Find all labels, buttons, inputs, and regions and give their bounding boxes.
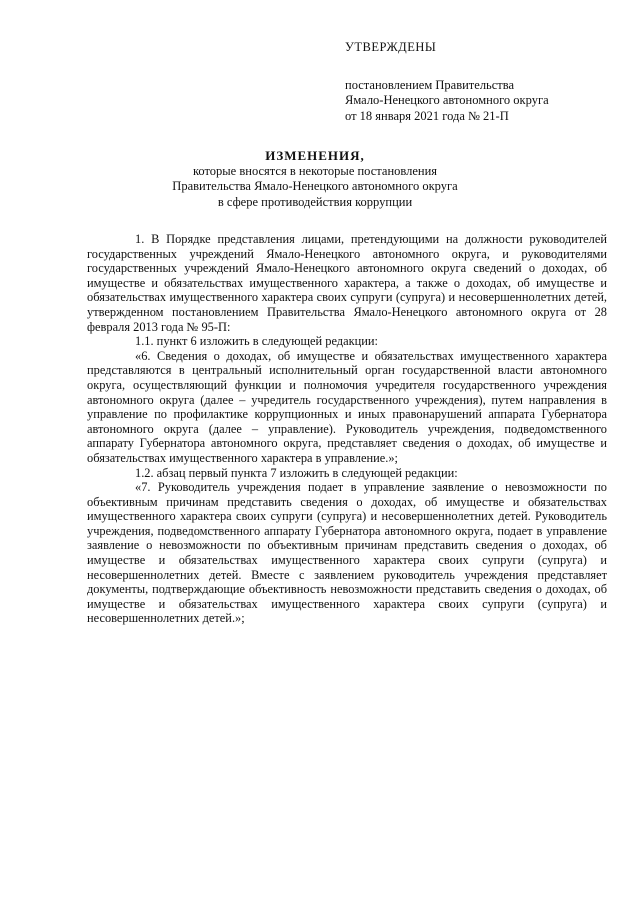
- document-subtitle-line-2: Правительства Ямало-Ненецкого автономного округа: [172, 179, 458, 193]
- document-body: [87, 232, 607, 626]
- document-heading: ИЗМЕНЕНИЯ,: [265, 148, 365, 163]
- paragraph-1: 1. В Порядке представления лицами, претендующими на должности руководителей государственных учреждений Ямало-Ненецкого автономного округа, и руководителями государственных учреждений Ямало-Ненецкого автономного округа сведений о доходах, об имуществе и обязательствах имущественного характера, а также о доходах, об имуществе и обязательствах имущественного характера своих супруги (супруга) и несовершеннолетних детей, утвержденном постановлением Правительства Ямало-Ненецкого автономного округа от 28 февраля 2013 года № 95-П:: [87, 232, 607, 334]
- paragraph-quote-7: «7. Руководитель учреждения подает в управление заявление о невозможности по объективным причинам представить сведения о доходах, об имуществе и обязательствах имущественного характера своих супруги (супруга) и несовершеннолетних детей. Руководитель учреждения, подведомственного аппарату Губернатора автономного округа, подает в управление заявление о невозможности по объективным причинам представить сведения о доходах, об имуществе и обязательствах имущественного характера своих супруги (супруга) и несовершеннолетних детей. Вместе с заявлением руководитель учреждения представляет документы, подтверждающие объективность невозможности представить сведения о доходах, об имуществе и обязательствах имущественного характера своих супруги (супруга) и несовершеннолетних детей.»;: [87, 480, 607, 626]
- paragraph-1-1: 1.1. пункт 6 изложить в следующей редакции:: [135, 334, 378, 349]
- document-subtitle-line-3: в сфере противодействия коррупции: [217, 194, 413, 209]
- approval-line-2: Ямало-Ненецкого автономного округа: [345, 93, 549, 107]
- document-subtitle-line-1: которые вносятся в некоторые постановления: [192, 163, 438, 178]
- document-header: [120, 148, 510, 210]
- approval-line-3: от 18 января 2021 года № 21-П: [345, 108, 509, 123]
- approval-block: [345, 40, 615, 124]
- approval-title: УТВЕРЖДЕНЫ: [345, 40, 437, 54]
- paragraph-1-2: 1.2. абзац первый пункта 7 изложить в следующей редакции:: [135, 465, 458, 480]
- paragraph-quote-6: «6. Сведения о доходах, об имуществе и обязательствах имущественного характера представляются в центральный исполнительный орган государственной власти автономного округа, осуществляющий функции и полномочия учредителя государственного учреждения автономного округа (далее – учредитель государственного учреждения), путем направления в управление по профилактике коррупционных и иных правонарушений аппарата Губернатора автономного округа (далее – управление). Руководитель учреждения, подведомственного аппарату Губернатора автономного округа, представляет сведения о доходах, об имуществе и обязательствах имущественного характера в управление.»;: [87, 348, 607, 465]
- approval-line-1: постановлением Правительства: [345, 77, 515, 92]
